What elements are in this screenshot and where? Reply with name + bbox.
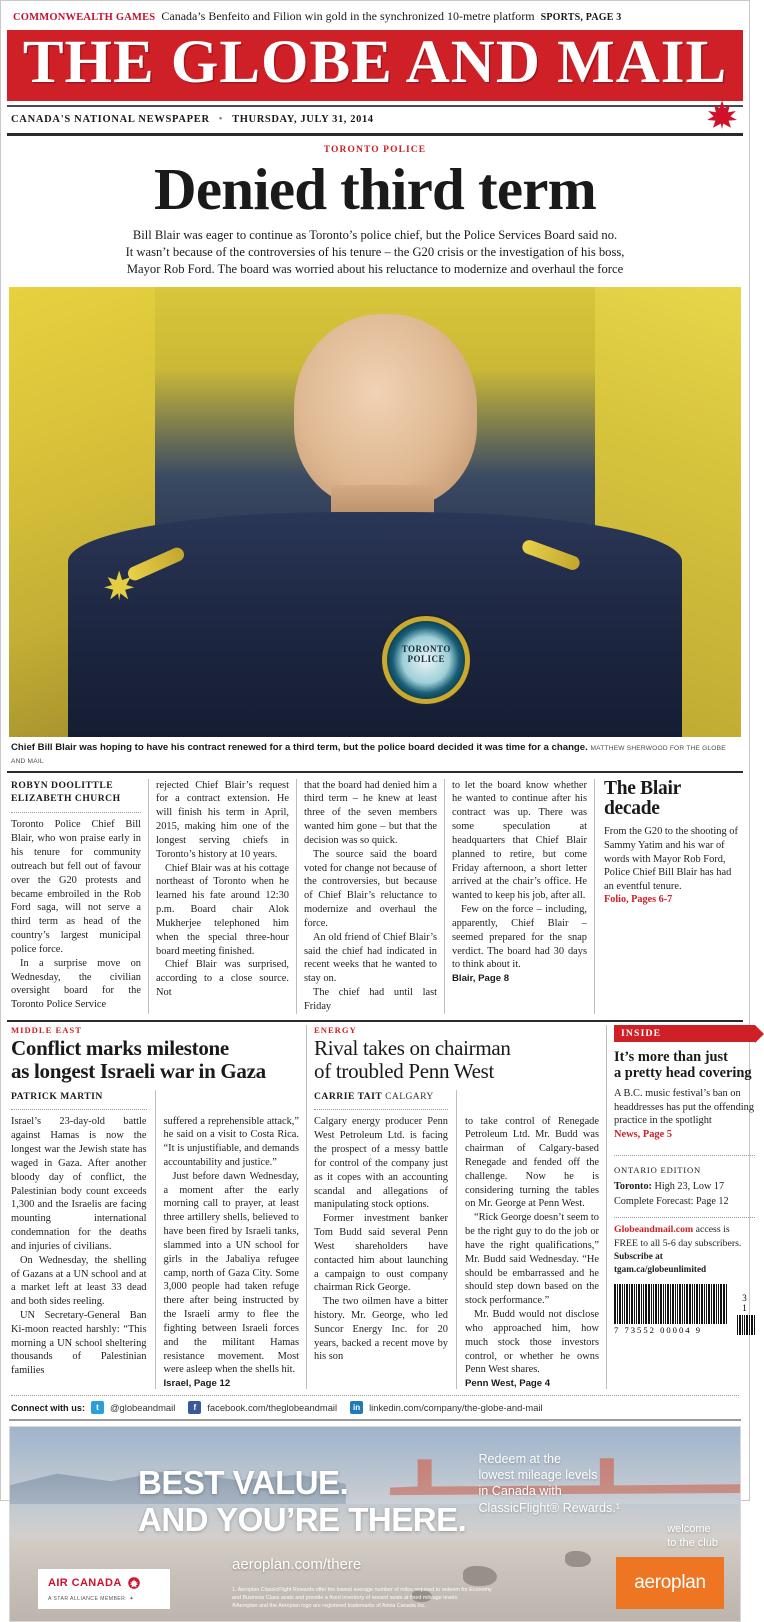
inside-headline-line-1: It’s more than just <box>614 1049 728 1066</box>
ad-headline-line-1: BEST VALUE. <box>138 1463 349 1501</box>
linkedin-icon[interactable]: in <box>350 1401 363 1414</box>
paragraph: Just before dawn Wednesday, a moment after the early morning call to prayer, at least three artillery shells, believed to have been fired by Israeli tanks, slammed into a UN school for girls in the Jabaliya refugee camp, north of Gaza City. Some 3,000 people had taken refuge there after being instructed by the Israeli army to flee the fighting between Israeli forces and the militant Hamas resistance movement. Most were asleep when the shells hit. <box>163 1170 299 1376</box>
ad-legal-line-1: 1. Aeroplan ClassicFlight Rewards offer the lowest average number of miles required to redeem for Economy <box>232 1586 492 1593</box>
barcode-main <box>614 1284 727 1335</box>
paragraph: In a surprise move on Wednesday, the civilian oversight board for the Toronto Police Service <box>11 957 141 1011</box>
inside-summary: A B.C. music festival’s ban on headdresses has put the offending practice in the spotlight <box>614 1088 755 1127</box>
lead-photo <box>9 287 741 737</box>
byline-rule <box>11 812 141 813</box>
masthead-banner[interactable] <box>7 29 743 101</box>
energy-byline-place: CALGARY <box>385 1090 434 1102</box>
barcode-digits: 7 73552 00004 9 <box>614 1325 703 1336</box>
star-alliance-text: A STAR ALLIANCE MEMBER <box>48 1595 126 1602</box>
ad-rock <box>565 1551 591 1567</box>
ad-subtext <box>478 1451 620 1516</box>
facebook-url[interactable]: facebook.com/theglobeandmail <box>207 1402 338 1414</box>
lead-deck <box>95 227 655 278</box>
barcode-bars <box>614 1284 727 1324</box>
ad-subtext-line-4: ClassicFlight® Rewards.¹ <box>478 1500 620 1515</box>
ad-welcome-line-1: welcome <box>667 1523 711 1536</box>
middle-east-byline: PATRICK MARTIN <box>11 1090 103 1102</box>
weather-block <box>614 1180 755 1209</box>
paragraph: Mr. Budd would not disclose who approached him, how much stock those investors control, or whether he owns Penn West shares. <box>465 1309 599 1376</box>
rail-rule-2 <box>614 1217 755 1218</box>
paragraph: Israel’s 23-day-old battle against Hamas is now the longest war the Jewish state has waged in Gaza. After another bloody day of conflict, the Palestinian body count exceeds 1,300 and the Israelis are facing mounting international condemnation for the deaths and injuries of civilians. <box>11 1116 147 1252</box>
middle-east-body-1 <box>11 1115 147 1378</box>
air-canada-wordmark: AIR CANADA <box>48 1576 122 1589</box>
energy-byline-author: CARRIE TAIT <box>314 1090 383 1102</box>
lead-deck-line-1: Bill Blair was eager to continue as Toronto’s police chief, but the Police Services Board said no. <box>132 227 618 242</box>
paragraph: rejected Chief Blair’s request for a contract extension. He will finish his term in April, 2015, making him one of the longest serving chiefs in Toronto’s history at 10 years. <box>156 779 289 860</box>
byline-rule <box>11 1109 147 1110</box>
lead-deck-line-2: It wasn’t because of the controversies of his tenure – the G20 crisis or the investigation of his boss, <box>125 244 625 259</box>
weather-values: High 23, Low 17 <box>651 1181 725 1193</box>
photo-subject-uniform <box>68 512 683 737</box>
connect-label: Connect with us: <box>11 1402 86 1413</box>
star-alliance-icon: ✦ <box>129 1595 135 1602</box>
page-title: Denied third term <box>154 155 596 222</box>
lead-body-3 <box>304 779 437 1014</box>
paragraph: Former investment banker Tom Budd said several Penn West shareholders have contacted him about launching a campaign to oust company chairman Rick George. <box>314 1213 448 1294</box>
right-rail <box>607 1025 757 1389</box>
second-tier-stories <box>7 1025 755 1390</box>
inside-text <box>614 1087 755 1141</box>
byline-author-1: ROBYN DOOLITTLE <box>11 779 114 791</box>
inside-headline[interactable] <box>614 1049 755 1081</box>
energy-columns <box>314 1090 599 1390</box>
middle-east-body-2 <box>164 1115 300 1378</box>
inside-headline-line-2: a pretty head covering <box>614 1065 752 1082</box>
badge-text: TORONTO POLICE <box>401 643 451 664</box>
lead-column-3 <box>297 779 445 1014</box>
facebook-icon[interactable]: f <box>188 1401 201 1414</box>
lead-body-4 <box>452 779 587 973</box>
byline-rule <box>314 1109 448 1110</box>
air-canada-name-row <box>48 1577 160 1589</box>
twitter-icon[interactable]: t <box>91 1401 104 1414</box>
ad-rock <box>463 1566 497 1586</box>
middle-east-column-1 <box>11 1090 155 1390</box>
paragraph: Toronto Police Chief Bill Blair, who won praise early in his tenure for community outreach but fell out of favour over the G20 protests and became embroiled in the Rob Ford saga, will not serve a third term as head of the country’s largest municipal police force. <box>11 819 141 955</box>
promo-text: access is FREE to all 5-6 day subscribers. <box>614 1224 742 1249</box>
barcode-addon-bars <box>737 1315 755 1335</box>
refer-box-blair-decade[interactable] <box>595 779 741 1014</box>
air-canada-logo[interactable] <box>38 1569 170 1609</box>
star-alliance-row <box>48 1596 160 1602</box>
photo-credit: MATTHEW SHERWOOD FOR THE GLOBE AND MAIL <box>11 745 726 765</box>
advertisement-air-canada-aeroplan[interactable] <box>9 1426 741 1622</box>
ad-subtext-line-2: lowest mileage levels <box>478 1468 598 1483</box>
lead-jump-line[interactable]: Blair, Page 8 <box>452 973 510 985</box>
newspaper-tagline: CANADA'S NATIONAL NEWSPAPER <box>11 114 210 125</box>
energy-jump-line[interactable]: Penn West, Page 4 <box>465 1378 551 1390</box>
weather-city: Toronto: <box>614 1181 652 1193</box>
middle-east-headline-line-1: Conflict marks milestone <box>11 1036 229 1061</box>
promo-site[interactable]: Globeandmail.com <box>614 1224 694 1236</box>
photo-caption <box>9 737 741 769</box>
ad-headline <box>138 1465 466 1539</box>
lead-body-2 <box>156 779 289 1000</box>
paragraph: The chief had until last Friday <box>304 987 437 1012</box>
middle-east-headline[interactable] <box>11 1037 299 1082</box>
photo-caption-text: Chief Bill Blair was hoping to have his contract renewed for a third term, but the police board decided it was time for a change. <box>11 742 588 754</box>
linkedin-url[interactable]: linkedin.com/company/the-globe-and-mail <box>369 1402 543 1414</box>
barcode-addon-digits: 3 1 <box>742 1293 750 1314</box>
paragraph: An old friend of Chief Blair’s said the chief had indicated in recent weeks that he wanted to stay on. <box>304 931 437 985</box>
energy-kicker: ENERGY <box>314 1025 357 1036</box>
paragraph: The source said the board voted for change not because of the controversies, but because of Chief Blair’s reluctance to modernize and overhaul the force. <box>304 848 437 929</box>
barcode-row <box>614 1284 755 1335</box>
lead-column-2 <box>149 779 297 1014</box>
ad-subtext-line-1: Redeem at the <box>478 1451 562 1466</box>
refer-link[interactable]: Folio, Pages 6-7 <box>604 894 673 906</box>
masthead-logo: THE GLOBE AND MAIL <box>22 29 728 96</box>
rail-rule-1 <box>614 1155 755 1156</box>
energy-byline <box>314 1090 448 1104</box>
skybox-reference: SPORTS, PAGE 3 <box>540 12 622 23</box>
energy-body-1 <box>314 1115 448 1364</box>
ad-subtext-line-3: in Canada with <box>478 1484 562 1499</box>
maple-leaf-icon <box>707 99 737 129</box>
skybox-teaser[interactable] <box>7 5 743 29</box>
lead-column-4 <box>445 779 595 1014</box>
toronto-police-badge-icon <box>382 616 470 704</box>
lead-story-columns <box>7 773 743 1014</box>
paragraph: suffered a reprehensible attack,” he said on a visit to Costa Rica. “It is unjustifiable, and demands accountability and justice.” <box>163 1115 299 1168</box>
tier2-divider <box>7 1020 743 1023</box>
dateline-bar <box>7 107 743 133</box>
subscription-promo <box>614 1223 755 1275</box>
social-connect-bar <box>7 1396 743 1419</box>
paragraph: Chief Blair was surprised, according to a close source. Not <box>156 959 289 998</box>
paragraph: On Wednesday, the shelling of Gazans at a UN school and at a market left at least 33 dead and both sides reeling. <box>11 1254 147 1308</box>
energy-headline-line-1: Rival takes on chairman <box>314 1036 511 1061</box>
refer-headline: The Blair decade <box>604 777 681 820</box>
photo-subject-head <box>294 314 477 508</box>
middle-east-headline-line-2: as longest Israeli war in Gaza <box>11 1058 266 1083</box>
edition-label: ONTARIO EDITION <box>614 1165 701 1176</box>
paragraph: Calgary energy producer Penn West Petroleum Ltd. is facing the prospect of a messy battle for control of the company just as it copes with an accounting scandal and allegations of manipulating stock options. <box>314 1116 448 1211</box>
dateline-separator: • <box>218 114 224 125</box>
barcode-addon <box>737 1293 755 1335</box>
energy-headline-line-2: of troubled Penn West <box>314 1058 495 1083</box>
maple-leaf-icon <box>128 1577 140 1589</box>
energy-column-2 <box>456 1090 599 1390</box>
energy-body-2 <box>465 1115 599 1378</box>
skybox-text: Canada’s Benfeito and Filion win gold in the synchronized 10-metre platform <box>161 9 535 23</box>
paragraph: “Rick George doesn’t seem to be the right guy to do the job or have the right qualifications,” Mr. Budd said Wednesday. “He should be embarrassed and he should step down based on the stock performance.” <box>465 1212 599 1307</box>
connect-rule-bottom <box>9 1419 741 1421</box>
energy-column-1 <box>314 1090 456 1390</box>
promo-subscribe[interactable]: Subscribe at tgam.ca/globeunlimited <box>614 1251 707 1274</box>
paragraph: The two oilmen have a bitter history. Mr. George, who led Suncor Energy Inc. for 20 years, backed a recent move by his son <box>314 1296 448 1363</box>
byline-author-2: ELIZABETH CHURCH <box>11 793 121 805</box>
ad-welcome-line-2: to the club <box>667 1536 718 1549</box>
lead-column-1 <box>9 779 149 1014</box>
ad-headline-line-2: AND YOU’RE THERE. <box>138 1500 467 1538</box>
byline <box>11 779 141 807</box>
story-middle-east <box>9 1025 307 1389</box>
refer-text: From the G20 to the shooting of Sammy Yatim and his war of words with Mayor Rob Ford, Police Chief Bill Blair has had an eventful tenure. <box>604 825 738 893</box>
paragraph: Few on the force – including, apparently, Chief Blair – seemed prepared for the snap verdict. The board had 30 days to think about it. <box>452 904 587 971</box>
energy-headline[interactable] <box>314 1037 599 1082</box>
publication-date: THURSDAY, JULY 31, 2014 <box>232 114 374 125</box>
lead-photo-block <box>7 287 743 769</box>
aeroplan-logo[interactable]: aeroplan <box>616 1557 724 1609</box>
ad-legal-text <box>232 1586 672 1611</box>
ad-legal-line-3: ®Aeroplan and the Aeroplan logo are registered trademarks of Aimia Canada Inc. <box>232 1603 426 1610</box>
lead-story <box>7 136 743 279</box>
twitter-handle[interactable]: @globeandmail <box>110 1402 176 1414</box>
paragraph: Chief Blair was at his cottage northeast of Toronto when he learned his fate around 12:30 p.m. Board chair Alok Mukherjee telephoned him when the special three-hour board meeting finished. <box>156 862 289 957</box>
weather-forecast-link[interactable]: Complete Forecast: Page 12 <box>614 1195 729 1207</box>
middle-east-column-2 <box>155 1090 300 1390</box>
ad-legal-line-2: and Business Class seats and provide a fixed inventory of reward seats at fixed mileage levels. <box>232 1594 459 1601</box>
lead-kicker: TORONTO POLICE <box>323 144 427 155</box>
inside-bar-label: INSIDE <box>614 1025 755 1042</box>
lead-body-1 <box>11 818 141 1012</box>
skybox-kicker: COMMONWEALTH GAMES <box>13 12 156 23</box>
masthead <box>7 29 743 107</box>
middle-east-jump-line[interactable]: Israel, Page 12 <box>163 1378 231 1390</box>
paragraph: to let the board know whether he wanted to continue after his contract was up. There was some speculation at headquarters that Chief Blair planned to retire, but come Friday afternoon, a short letter arrived at the chair’s office. He wanted to keep his job, after all. <box>452 779 587 902</box>
story-energy <box>307 1025 607 1389</box>
ad-url[interactable]: aeroplan.com/there <box>232 1555 362 1573</box>
lead-deck-line-3: Mayor Rob Ford. The board was worried about his reluctance to modernize and overhaul the force <box>126 261 624 276</box>
inside-link[interactable]: News, Page 5 <box>614 1128 673 1140</box>
middle-east-kicker: MIDDLE EAST <box>11 1025 82 1036</box>
paragraph: to take control of Renegade Petroleum Ltd. Mr. Budd was chairman of Calgary-based Renegade and fended off the challenge. Now he is considering turning the tables on Mr. George at Penn West. <box>465 1115 599 1210</box>
middle-east-columns <box>11 1090 299 1390</box>
paragraph: that the board had denied him a third term – he knew at least three of the seven members wanted him gone – but that the decision was so quick. <box>304 779 437 846</box>
paragraph: UN Secretary-General Ban Ki-moon reacted harshly: “This morning a UN school sheltering thousands of Palestinian families <box>11 1310 147 1377</box>
ad-welcome-text <box>667 1523 718 1551</box>
